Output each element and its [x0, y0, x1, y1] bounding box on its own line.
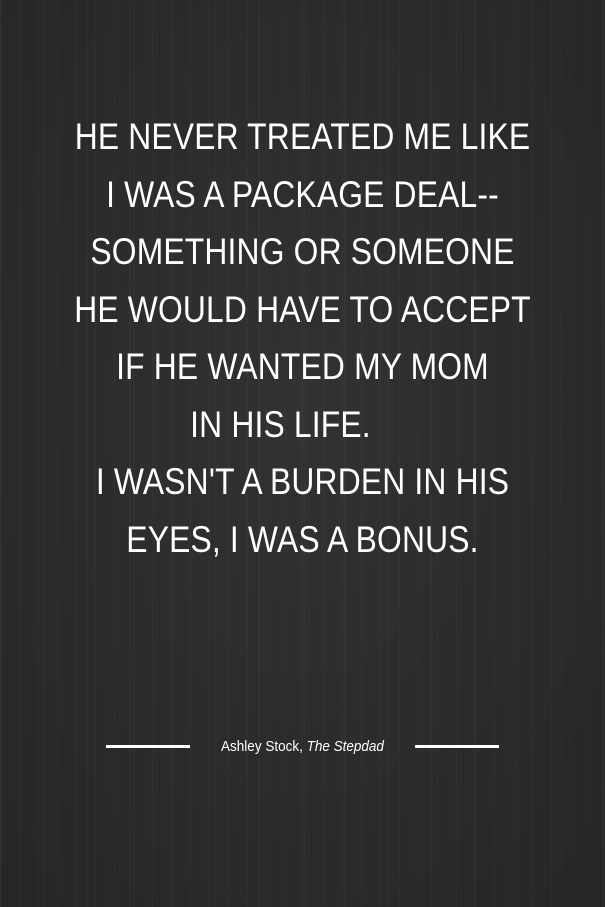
- attribution-separator: ,: [299, 737, 307, 755]
- attribution-text: [221, 738, 384, 755]
- attribution: [0, 734, 605, 758]
- quote-line: SOMETHING OR SOMEONE: [90, 231, 515, 272]
- author-name: Ashley Stock: [221, 737, 300, 755]
- quote-line: IN HIS LIFE.: [190, 403, 371, 445]
- right-divider: [415, 745, 499, 748]
- quote-line: HE NEVER TREATED ME LIKE: [74, 116, 531, 157]
- quote-line: EYES, I WAS A BONUS.: [126, 518, 479, 560]
- quote-line: IF HE WANTED MY MOM: [116, 346, 489, 387]
- quote-line: HE WOULD HAVE TO ACCEPT: [74, 288, 531, 330]
- book-title: The Stepdad: [306, 737, 384, 755]
- quote-text: [0, 108, 605, 568]
- left-divider: [106, 745, 190, 748]
- quote-line: I WASN'T A BURDEN IN HIS: [95, 461, 510, 502]
- quote-line: I WAS A PACKAGE DEAL--: [106, 173, 499, 215]
